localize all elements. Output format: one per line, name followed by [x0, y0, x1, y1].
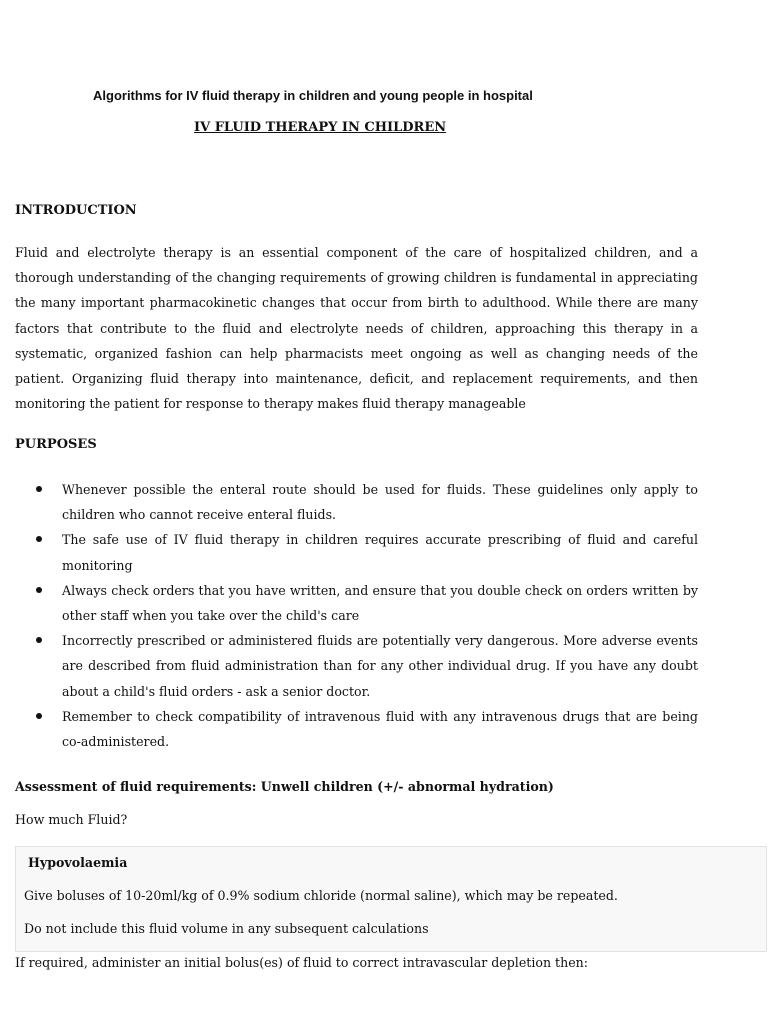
list-item	[15, 477, 698, 527]
hypovolaemia-box	[15, 846, 767, 952]
purposes-list	[15, 477, 698, 754]
bullet-icon	[36, 637, 42, 643]
bolus-instruction: If required, administer an initial bolus(es) of fluid to correct intravascular depletion then:	[15, 955, 589, 970]
purposes-heading: PURPOSES	[15, 437, 97, 452]
document-header-title: Algorithms for IV fluid therapy in children and young people in hospital	[93, 88, 533, 103]
hypovolaemia-line-1: Give boluses of 10-20ml/kg of 0.9% sodium chloride (normal saline), which may be repeated.	[24, 888, 618, 903]
bullet-icon	[36, 536, 42, 542]
bullet-icon	[36, 713, 42, 719]
list-item-text: The safe use of IV fluid therapy in children requires accurate prescribing of fluid and careful monitoring	[62, 532, 698, 573]
list-item	[15, 578, 698, 628]
hypovolaemia-title: Hypovolaemia	[28, 855, 128, 870]
list-item	[15, 527, 698, 577]
list-item-text: Remember to check compatibility of intravenous fluid with any intravenous drugs that are being co-administered.	[62, 708, 698, 750]
introduction-heading: INTRODUCTION	[15, 203, 137, 218]
page-title: IV FLUID THERAPY IN CHILDREN	[194, 120, 447, 135]
list-item	[15, 628, 698, 704]
list-item-text: Incorrectly prescribed or administered fluids are potentially very dangerous. More adverse events are described from fluid administration than for any other individual drug. If you have any doubt about a child's fluid orders - ask a senior doctor.	[62, 633, 698, 699]
introduction-paragraph: Fluid and electrolyte therapy is an essential component of the care of hospitalized children, and a thorough understanding of the changing requirements of growing children is fundamental in appreciating the many important pharmacokinetic changes that occur from birth to adulthood. While there are many factors that contribute to the fluid and electrolyte needs of children, approaching this therapy in a systematic, organized fashion can help pharmacists meet ongoing as well as changing needs of the patient. Organizing fluid therapy into maintenance, deficit, and replacement requirements, and then monitoring the patient for response to therapy makes fluid therapy manageable	[15, 245, 698, 412]
list-item-text: Whenever possible the enteral route should be used for fluids. These guidelines only apply to children who cannot receive enteral fluids.	[62, 482, 698, 523]
bullet-icon	[36, 486, 42, 492]
hypovolaemia-line-2: Do not include this fluid volume in any subsequent calculations	[24, 921, 429, 936]
list-item-text: Always check orders that you have written, and ensure that you double check on orders written by other staff when you take over the child's care	[62, 582, 698, 624]
list-item	[15, 704, 698, 754]
bullet-icon	[36, 587, 42, 593]
fluid-question: How much Fluid?	[15, 812, 128, 827]
assessment-heading: Assessment of fluid requirements: Unwell children (+/- abnormal hydration)	[15, 779, 554, 794]
